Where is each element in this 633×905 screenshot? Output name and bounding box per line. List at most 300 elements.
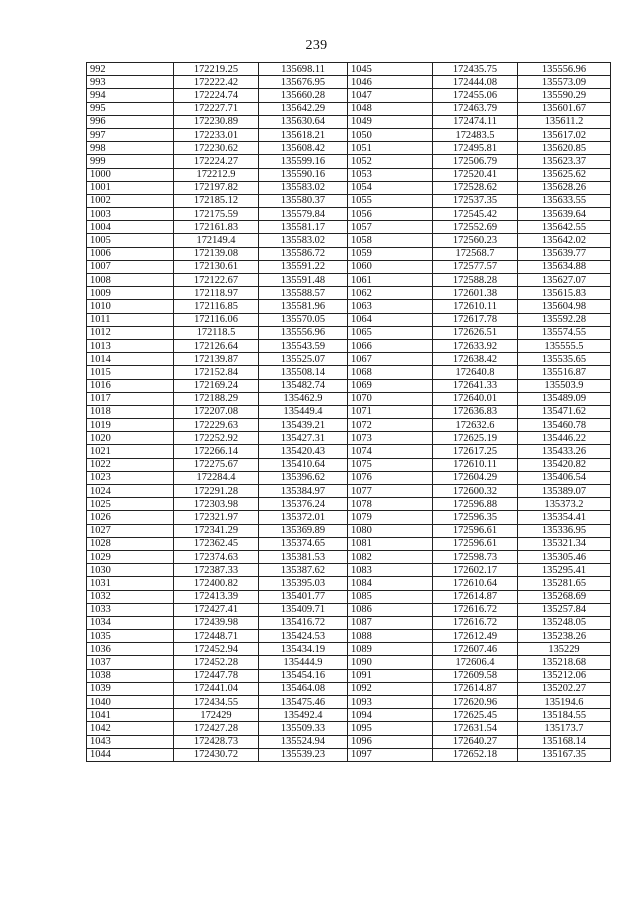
x-coordinate-cell: 172596.61 bbox=[433, 537, 518, 550]
y-coordinate-cell: 135381.53 bbox=[259, 550, 348, 563]
y-coordinate-cell: 135482.74 bbox=[259, 379, 348, 392]
point-number-cell: 996 bbox=[87, 115, 174, 128]
x-coordinate-cell: 172444.08 bbox=[433, 76, 518, 89]
point-number-cell: 1087 bbox=[348, 616, 433, 629]
point-number-cell: 1097 bbox=[348, 748, 433, 761]
point-number-cell: 1066 bbox=[348, 339, 433, 352]
x-coordinate-cell: 172640.8 bbox=[433, 366, 518, 379]
table-row bbox=[87, 287, 611, 300]
table-row bbox=[87, 498, 611, 511]
point-number-cell: 1071 bbox=[348, 405, 433, 418]
x-coordinate-cell: 172118.97 bbox=[174, 287, 259, 300]
point-number-cell: 995 bbox=[87, 102, 174, 115]
y-coordinate-cell: 135580.37 bbox=[259, 194, 348, 207]
y-coordinate-cell: 135202.27 bbox=[518, 682, 611, 695]
point-number-cell: 1043 bbox=[87, 735, 174, 748]
y-coordinate-cell: 135229 bbox=[518, 643, 611, 656]
point-number-cell: 1048 bbox=[348, 102, 433, 115]
x-coordinate-cell: 172275.67 bbox=[174, 458, 259, 471]
point-number-cell: 1012 bbox=[87, 326, 174, 339]
y-coordinate-cell: 135615.83 bbox=[518, 287, 611, 300]
x-coordinate-cell: 172610.64 bbox=[433, 577, 518, 590]
x-coordinate-cell: 172118.5 bbox=[174, 326, 259, 339]
y-coordinate-cell: 135401.77 bbox=[259, 590, 348, 603]
x-coordinate-cell: 172252.92 bbox=[174, 432, 259, 445]
x-coordinate-cell: 172219.25 bbox=[174, 63, 259, 76]
point-number-cell: 1039 bbox=[87, 682, 174, 695]
point-number-cell: 1090 bbox=[348, 656, 433, 669]
y-coordinate-cell: 135471.62 bbox=[518, 405, 611, 418]
y-coordinate-cell: 135591.48 bbox=[259, 274, 348, 287]
point-number-cell: 1016 bbox=[87, 379, 174, 392]
table-row bbox=[87, 102, 611, 115]
point-number-cell: 1081 bbox=[348, 537, 433, 550]
y-coordinate-cell: 135581.96 bbox=[259, 300, 348, 313]
x-coordinate-cell: 172455.06 bbox=[433, 89, 518, 102]
point-number-cell: 1028 bbox=[87, 537, 174, 550]
x-coordinate-cell: 172614.87 bbox=[433, 590, 518, 603]
table-row bbox=[87, 590, 611, 603]
point-number-cell: 1034 bbox=[87, 616, 174, 629]
point-number-cell: 1086 bbox=[348, 603, 433, 616]
table-row bbox=[87, 577, 611, 590]
y-coordinate-cell: 135184.55 bbox=[518, 709, 611, 722]
y-coordinate-cell: 135416.72 bbox=[259, 616, 348, 629]
y-coordinate-cell: 135556.96 bbox=[259, 326, 348, 339]
x-coordinate-cell: 172617.25 bbox=[433, 445, 518, 458]
y-coordinate-cell: 135590.29 bbox=[518, 89, 611, 102]
x-coordinate-cell: 172116.85 bbox=[174, 300, 259, 313]
x-coordinate-cell: 172169.24 bbox=[174, 379, 259, 392]
point-number-cell: 1067 bbox=[348, 353, 433, 366]
point-number-cell: 1040 bbox=[87, 696, 174, 709]
point-number-cell: 1013 bbox=[87, 339, 174, 352]
point-number-cell: 1069 bbox=[348, 379, 433, 392]
y-coordinate-cell: 135628.26 bbox=[518, 181, 611, 194]
point-number-cell: 1046 bbox=[348, 76, 433, 89]
y-coordinate-cell: 135420.43 bbox=[259, 445, 348, 458]
x-coordinate-cell: 172638.42 bbox=[433, 353, 518, 366]
x-coordinate-cell: 172224.74 bbox=[174, 89, 259, 102]
x-coordinate-cell: 172207.08 bbox=[174, 405, 259, 418]
y-coordinate-cell: 135257.84 bbox=[518, 603, 611, 616]
table-row bbox=[87, 643, 611, 656]
table-row bbox=[87, 194, 611, 207]
point-number-cell: 1058 bbox=[348, 234, 433, 247]
x-coordinate-cell: 172596.35 bbox=[433, 511, 518, 524]
y-coordinate-cell: 135634.88 bbox=[518, 260, 611, 273]
y-coordinate-cell: 135212.06 bbox=[518, 669, 611, 682]
table-row bbox=[87, 379, 611, 392]
point-number-cell: 1004 bbox=[87, 221, 174, 234]
point-number-cell: 1002 bbox=[87, 194, 174, 207]
y-coordinate-cell: 135503.9 bbox=[518, 379, 611, 392]
point-number-cell: 1089 bbox=[348, 643, 433, 656]
point-number-cell: 1000 bbox=[87, 168, 174, 181]
y-coordinate-cell: 135446.22 bbox=[518, 432, 611, 445]
x-coordinate-cell: 172600.32 bbox=[433, 485, 518, 498]
y-coordinate-cell: 135268.69 bbox=[518, 590, 611, 603]
y-coordinate-cell: 135639.77 bbox=[518, 247, 611, 260]
point-number-cell: 1077 bbox=[348, 485, 433, 498]
table-row bbox=[87, 168, 611, 181]
table-row bbox=[87, 115, 611, 128]
y-coordinate-cell: 135579.84 bbox=[259, 208, 348, 221]
x-coordinate-cell: 172230.89 bbox=[174, 115, 259, 128]
point-number-cell: 1017 bbox=[87, 392, 174, 405]
y-coordinate-cell: 135539.23 bbox=[259, 748, 348, 761]
point-number-cell: 1009 bbox=[87, 287, 174, 300]
point-number-cell: 1064 bbox=[348, 313, 433, 326]
x-coordinate-cell: 172537.35 bbox=[433, 194, 518, 207]
table-row bbox=[87, 63, 611, 76]
y-coordinate-cell: 135556.96 bbox=[518, 63, 611, 76]
x-coordinate-cell: 172617.78 bbox=[433, 313, 518, 326]
x-coordinate-cell: 172483.5 bbox=[433, 128, 518, 141]
x-coordinate-cell: 172632.6 bbox=[433, 419, 518, 432]
point-number-cell: 1084 bbox=[348, 577, 433, 590]
x-coordinate-cell: 172374.63 bbox=[174, 550, 259, 563]
point-number-cell: 1092 bbox=[348, 682, 433, 695]
y-coordinate-cell: 135608.42 bbox=[259, 142, 348, 155]
point-number-cell: 1047 bbox=[348, 89, 433, 102]
point-number-cell: 1023 bbox=[87, 471, 174, 484]
point-number-cell: 992 bbox=[87, 63, 174, 76]
y-coordinate-cell: 135376.24 bbox=[259, 498, 348, 511]
x-coordinate-cell: 172606.4 bbox=[433, 656, 518, 669]
y-coordinate-cell: 135475.46 bbox=[259, 696, 348, 709]
x-coordinate-cell: 172631.54 bbox=[433, 722, 518, 735]
y-coordinate-cell: 135583.02 bbox=[259, 234, 348, 247]
y-coordinate-cell: 135369.89 bbox=[259, 524, 348, 537]
point-number-cell: 1088 bbox=[348, 630, 433, 643]
y-coordinate-cell: 135591.22 bbox=[259, 260, 348, 273]
y-coordinate-cell: 135218.68 bbox=[518, 656, 611, 669]
table-row bbox=[87, 748, 611, 761]
y-coordinate-cell: 135509.33 bbox=[259, 722, 348, 735]
table-row bbox=[87, 458, 611, 471]
point-number-cell: 997 bbox=[87, 128, 174, 141]
point-number-cell: 1010 bbox=[87, 300, 174, 313]
x-coordinate-cell: 172224.27 bbox=[174, 155, 259, 168]
y-coordinate-cell: 135492.4 bbox=[259, 709, 348, 722]
x-coordinate-cell: 172452.94 bbox=[174, 643, 259, 656]
y-coordinate-cell: 135464.08 bbox=[259, 682, 348, 695]
table-row bbox=[87, 89, 611, 102]
point-number-cell: 1091 bbox=[348, 669, 433, 682]
x-coordinate-cell: 172303.98 bbox=[174, 498, 259, 511]
table-row bbox=[87, 471, 611, 484]
y-coordinate-cell: 135524.94 bbox=[259, 735, 348, 748]
point-number-cell: 1057 bbox=[348, 221, 433, 234]
x-coordinate-cell: 172222.42 bbox=[174, 76, 259, 89]
x-coordinate-cell: 172626.51 bbox=[433, 326, 518, 339]
y-coordinate-cell: 135623.37 bbox=[518, 155, 611, 168]
x-coordinate-cell: 172229.63 bbox=[174, 419, 259, 432]
y-coordinate-cell: 135449.4 bbox=[259, 405, 348, 418]
point-number-cell: 998 bbox=[87, 142, 174, 155]
y-coordinate-cell: 135336.95 bbox=[518, 524, 611, 537]
y-coordinate-cell: 135238.26 bbox=[518, 630, 611, 643]
table-row bbox=[87, 682, 611, 695]
y-coordinate-cell: 135384.97 bbox=[259, 485, 348, 498]
point-number-cell: 1031 bbox=[87, 577, 174, 590]
x-coordinate-cell: 172161.83 bbox=[174, 221, 259, 234]
x-coordinate-cell: 172506.79 bbox=[433, 155, 518, 168]
y-coordinate-cell: 135354.41 bbox=[518, 511, 611, 524]
x-coordinate-cell: 172175.59 bbox=[174, 208, 259, 221]
y-coordinate-cell: 135592.28 bbox=[518, 313, 611, 326]
point-number-cell: 1033 bbox=[87, 603, 174, 616]
point-number-cell: 1005 bbox=[87, 234, 174, 247]
y-coordinate-cell: 135588.57 bbox=[259, 287, 348, 300]
table-row bbox=[87, 722, 611, 735]
point-number-cell: 1026 bbox=[87, 511, 174, 524]
table-row bbox=[87, 550, 611, 563]
x-coordinate-cell: 172321.97 bbox=[174, 511, 259, 524]
x-coordinate-cell: 172625.19 bbox=[433, 432, 518, 445]
x-coordinate-cell: 172430.72 bbox=[174, 748, 259, 761]
x-coordinate-cell: 172362.45 bbox=[174, 537, 259, 550]
x-coordinate-cell: 172185.12 bbox=[174, 194, 259, 207]
x-coordinate-cell: 172441.04 bbox=[174, 682, 259, 695]
x-coordinate-cell: 172568.7 bbox=[433, 247, 518, 260]
y-coordinate-cell: 135574.55 bbox=[518, 326, 611, 339]
x-coordinate-cell: 172609.58 bbox=[433, 669, 518, 682]
point-number-cell: 1003 bbox=[87, 208, 174, 221]
x-coordinate-cell: 172577.57 bbox=[433, 260, 518, 273]
point-number-cell: 1065 bbox=[348, 326, 433, 339]
x-coordinate-cell: 172598.73 bbox=[433, 550, 518, 563]
point-number-cell: 1021 bbox=[87, 445, 174, 458]
point-number-cell: 1073 bbox=[348, 432, 433, 445]
y-coordinate-cell: 135168.14 bbox=[518, 735, 611, 748]
table-row bbox=[87, 524, 611, 537]
table-row bbox=[87, 155, 611, 168]
point-number-cell: 1036 bbox=[87, 643, 174, 656]
point-number-cell: 1055 bbox=[348, 194, 433, 207]
y-coordinate-cell: 135409.71 bbox=[259, 603, 348, 616]
y-coordinate-cell: 135374.65 bbox=[259, 537, 348, 550]
point-number-cell: 1029 bbox=[87, 550, 174, 563]
point-number-cell: 1076 bbox=[348, 471, 433, 484]
x-coordinate-cell: 172552.69 bbox=[433, 221, 518, 234]
y-coordinate-cell: 135434.19 bbox=[259, 643, 348, 656]
y-coordinate-cell: 135167.35 bbox=[518, 748, 611, 761]
x-coordinate-cell: 172428.73 bbox=[174, 735, 259, 748]
point-number-cell: 1070 bbox=[348, 392, 433, 405]
table-row bbox=[87, 221, 611, 234]
y-coordinate-cell: 135620.85 bbox=[518, 142, 611, 155]
y-coordinate-cell: 135633.55 bbox=[518, 194, 611, 207]
x-coordinate-cell: 172640.01 bbox=[433, 392, 518, 405]
y-coordinate-cell: 135373.2 bbox=[518, 498, 611, 511]
x-coordinate-cell: 172636.83 bbox=[433, 405, 518, 418]
x-coordinate-cell: 172413.39 bbox=[174, 590, 259, 603]
table-row bbox=[87, 445, 611, 458]
y-coordinate-cell: 135295.41 bbox=[518, 564, 611, 577]
y-coordinate-cell: 135581.17 bbox=[259, 221, 348, 234]
x-coordinate-cell: 172149.4 bbox=[174, 234, 259, 247]
x-coordinate-cell: 172641.33 bbox=[433, 379, 518, 392]
table-row bbox=[87, 405, 611, 418]
table-row bbox=[87, 326, 611, 339]
point-number-cell: 1015 bbox=[87, 366, 174, 379]
x-coordinate-cell: 172607.46 bbox=[433, 643, 518, 656]
y-coordinate-cell: 135625.62 bbox=[518, 168, 611, 181]
table-row bbox=[87, 696, 611, 709]
point-number-cell: 1063 bbox=[348, 300, 433, 313]
point-number-cell: 993 bbox=[87, 76, 174, 89]
x-coordinate-cell: 172652.18 bbox=[433, 748, 518, 761]
point-number-cell: 1083 bbox=[348, 564, 433, 577]
point-number-cell: 1025 bbox=[87, 498, 174, 511]
table-row bbox=[87, 485, 611, 498]
x-coordinate-cell: 172612.49 bbox=[433, 630, 518, 643]
table-row bbox=[87, 353, 611, 366]
x-coordinate-cell: 172427.41 bbox=[174, 603, 259, 616]
y-coordinate-cell: 135586.72 bbox=[259, 247, 348, 260]
y-coordinate-cell: 135321.34 bbox=[518, 537, 611, 550]
y-coordinate-cell: 135248.05 bbox=[518, 616, 611, 629]
table-row bbox=[87, 630, 611, 643]
point-number-cell: 1041 bbox=[87, 709, 174, 722]
point-number-cell: 1049 bbox=[348, 115, 433, 128]
y-coordinate-cell: 135420.82 bbox=[518, 458, 611, 471]
y-coordinate-cell: 135642.29 bbox=[259, 102, 348, 115]
point-number-cell: 1053 bbox=[348, 168, 433, 181]
point-number-cell: 1059 bbox=[348, 247, 433, 260]
point-number-cell: 1093 bbox=[348, 696, 433, 709]
y-coordinate-cell: 135618.21 bbox=[259, 128, 348, 141]
x-coordinate-cell: 172610.11 bbox=[433, 458, 518, 471]
table-row bbox=[87, 313, 611, 326]
point-number-cell: 1061 bbox=[348, 274, 433, 287]
y-coordinate-cell: 135583.02 bbox=[259, 181, 348, 194]
point-number-cell: 1038 bbox=[87, 669, 174, 682]
y-coordinate-cell: 135617.02 bbox=[518, 128, 611, 141]
table-row bbox=[87, 234, 611, 247]
y-coordinate-cell: 135372.01 bbox=[259, 511, 348, 524]
y-coordinate-cell: 135642.55 bbox=[518, 221, 611, 234]
table-row bbox=[87, 709, 611, 722]
y-coordinate-cell: 135454.16 bbox=[259, 669, 348, 682]
table-row bbox=[87, 128, 611, 141]
point-number-cell: 1014 bbox=[87, 353, 174, 366]
point-number-cell: 1056 bbox=[348, 208, 433, 221]
y-coordinate-cell: 135508.14 bbox=[259, 366, 348, 379]
x-coordinate-cell: 172616.72 bbox=[433, 603, 518, 616]
y-coordinate-cell: 135389.07 bbox=[518, 485, 611, 498]
point-number-cell: 1042 bbox=[87, 722, 174, 735]
point-number-cell: 1094 bbox=[348, 709, 433, 722]
y-coordinate-cell: 135173.7 bbox=[518, 722, 611, 735]
point-number-cell: 1062 bbox=[348, 287, 433, 300]
x-coordinate-cell: 172545.42 bbox=[433, 208, 518, 221]
x-coordinate-cell: 172230.62 bbox=[174, 142, 259, 155]
point-number-cell: 994 bbox=[87, 89, 174, 102]
x-coordinate-cell: 172474.11 bbox=[433, 115, 518, 128]
x-coordinate-cell: 172429 bbox=[174, 709, 259, 722]
table-row bbox=[87, 260, 611, 273]
table-row bbox=[87, 669, 611, 682]
table-row bbox=[87, 432, 611, 445]
point-number-cell: 1054 bbox=[348, 181, 433, 194]
y-coordinate-cell: 135555.5 bbox=[518, 339, 611, 352]
point-number-cell: 1030 bbox=[87, 564, 174, 577]
table-row bbox=[87, 274, 611, 287]
point-number-cell: 1052 bbox=[348, 155, 433, 168]
point-number-cell: 1044 bbox=[87, 748, 174, 761]
x-coordinate-cell: 172463.79 bbox=[433, 102, 518, 115]
y-coordinate-cell: 135660.28 bbox=[259, 89, 348, 102]
y-coordinate-cell: 135525.07 bbox=[259, 353, 348, 366]
x-coordinate-cell: 172447.78 bbox=[174, 669, 259, 682]
y-coordinate-cell: 135281.65 bbox=[518, 577, 611, 590]
x-coordinate-cell: 172520.41 bbox=[433, 168, 518, 181]
point-number-cell: 1060 bbox=[348, 260, 433, 273]
y-coordinate-cell: 135601.67 bbox=[518, 102, 611, 115]
table-row bbox=[87, 735, 611, 748]
x-coordinate-cell: 172610.11 bbox=[433, 300, 518, 313]
y-coordinate-cell: 135194.6 bbox=[518, 696, 611, 709]
x-coordinate-cell: 172620.96 bbox=[433, 696, 518, 709]
x-coordinate-cell: 172291.28 bbox=[174, 485, 259, 498]
coordinates-table-body bbox=[87, 63, 611, 762]
x-coordinate-cell: 172604.29 bbox=[433, 471, 518, 484]
point-number-cell: 1068 bbox=[348, 366, 433, 379]
point-number-cell: 1001 bbox=[87, 181, 174, 194]
point-number-cell: 1045 bbox=[348, 63, 433, 76]
y-coordinate-cell: 135439.21 bbox=[259, 419, 348, 432]
x-coordinate-cell: 172434.55 bbox=[174, 696, 259, 709]
x-coordinate-cell: 172596.61 bbox=[433, 524, 518, 537]
x-coordinate-cell: 172614.87 bbox=[433, 682, 518, 695]
y-coordinate-cell: 135535.65 bbox=[518, 353, 611, 366]
point-number-cell: 1082 bbox=[348, 550, 433, 563]
y-coordinate-cell: 135444.9 bbox=[259, 656, 348, 669]
point-number-cell: 1007 bbox=[87, 260, 174, 273]
x-coordinate-cell: 172616.72 bbox=[433, 616, 518, 629]
x-coordinate-cell: 172284.4 bbox=[174, 471, 259, 484]
y-coordinate-cell: 135642.02 bbox=[518, 234, 611, 247]
x-coordinate-cell: 172452.28 bbox=[174, 656, 259, 669]
x-coordinate-cell: 172233.01 bbox=[174, 128, 259, 141]
x-coordinate-cell: 172139.08 bbox=[174, 247, 259, 260]
x-coordinate-cell: 172227.71 bbox=[174, 102, 259, 115]
point-number-cell: 1032 bbox=[87, 590, 174, 603]
y-coordinate-cell: 135395.03 bbox=[259, 577, 348, 590]
y-coordinate-cell: 135406.54 bbox=[518, 471, 611, 484]
point-number-cell: 1051 bbox=[348, 142, 433, 155]
x-coordinate-cell: 172400.82 bbox=[174, 577, 259, 590]
x-coordinate-cell: 172130.61 bbox=[174, 260, 259, 273]
y-coordinate-cell: 135599.16 bbox=[259, 155, 348, 168]
table-row bbox=[87, 247, 611, 260]
x-coordinate-cell: 172152.84 bbox=[174, 366, 259, 379]
x-coordinate-cell: 172439.98 bbox=[174, 616, 259, 629]
point-number-cell: 1096 bbox=[348, 735, 433, 748]
x-coordinate-cell: 172602.17 bbox=[433, 564, 518, 577]
y-coordinate-cell: 135516.87 bbox=[518, 366, 611, 379]
y-coordinate-cell: 135573.09 bbox=[518, 76, 611, 89]
y-coordinate-cell: 135462.9 bbox=[259, 392, 348, 405]
y-coordinate-cell: 135570.05 bbox=[259, 313, 348, 326]
y-coordinate-cell: 135396.62 bbox=[259, 471, 348, 484]
point-number-cell: 1006 bbox=[87, 247, 174, 260]
x-coordinate-cell: 172596.88 bbox=[433, 498, 518, 511]
point-number-cell: 1080 bbox=[348, 524, 433, 537]
